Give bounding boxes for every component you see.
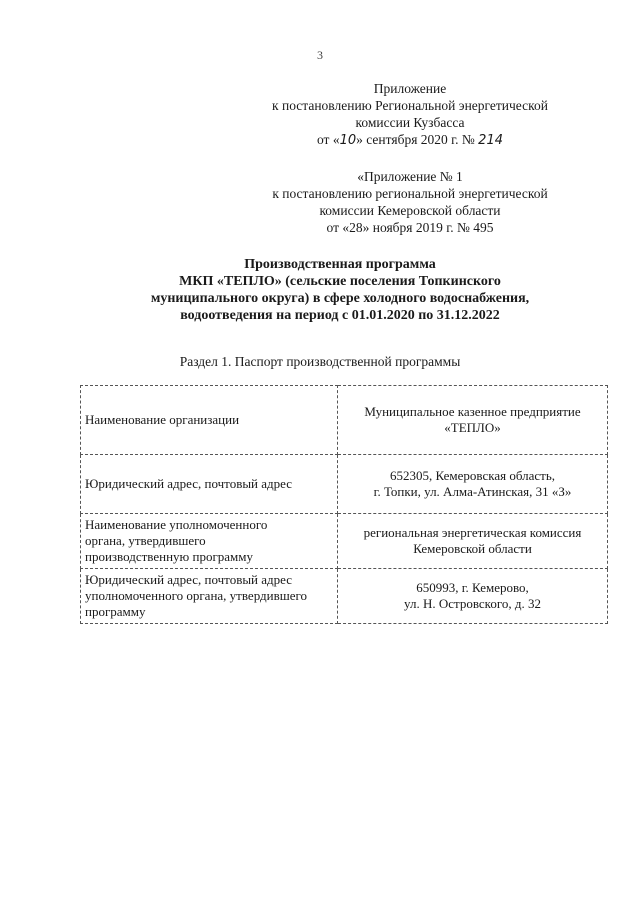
table-row (81, 386, 608, 455)
appendix-ref-line: комиссии Кемеровской области (319, 203, 501, 218)
appendix-ref-line: от «28» ноября 2019 г. № 495 (326, 220, 494, 235)
value-line: г. Топки, ул. Алма-Атинская, 31 «З» (373, 484, 572, 499)
row-value (338, 386, 608, 455)
label-line: органа, утвердившего (85, 533, 206, 548)
title-line: водоотведения на период с 01.01.2020 по 31.12.2022 (180, 308, 500, 323)
appendix-line: Приложение (373, 81, 447, 96)
title-line: МКП «ТЕПЛО» (сельские поселения Топкинского (179, 274, 501, 289)
row-value (338, 569, 608, 624)
section-caption: Раздел 1. Паспорт производственной программы (179, 354, 461, 369)
label-line: Юридический адрес, почтовый адрес (85, 572, 293, 587)
value-line: Муниципальное казенное предприятие (364, 404, 581, 419)
row-label: Юридический адрес, почтовый адрес (81, 455, 338, 514)
document-title (60, 256, 620, 324)
value-line: ул. Н. Островского, д. 32 (404, 596, 541, 611)
value-line: 650993, г. Кемерово, (416, 580, 529, 595)
appendix-line: комиссии Кузбасса (355, 115, 465, 130)
table-row (81, 455, 608, 514)
handwritten-day: 10 (339, 133, 357, 148)
handwritten-number: 214 (478, 133, 503, 148)
value-line: региональная энергетическая комиссия (363, 525, 582, 540)
appendix-ref-line: к постановлению региональной энергетической (272, 186, 548, 201)
label-line: программу (85, 604, 146, 619)
appendix-date-line (240, 131, 580, 149)
label-line: производственную программу (85, 549, 254, 564)
title-line: Производственная программа (244, 257, 436, 272)
row-label (81, 569, 338, 624)
label-line: Наименование уполномоченного (85, 517, 268, 532)
appendix-header (240, 80, 580, 149)
appendix-reference (240, 168, 580, 236)
appendix-ref-line: «Приложение № 1 (357, 169, 463, 184)
passport-table (80, 385, 608, 624)
appendix-line: к постановлению Региональной энергетической (272, 98, 548, 113)
value-line: Кемеровской области (413, 541, 532, 556)
date-middle: » сентября 2020 г. № (356, 132, 475, 147)
label-line: уполномоченного органа, утвердившего (85, 588, 308, 603)
row-value (338, 514, 608, 569)
date-prefix: от « (316, 132, 340, 147)
title-line: муниципального округа) в сфере холодного водоснабжения, (150, 291, 530, 306)
value-line: «ТЕПЛО» (444, 420, 501, 435)
row-label: Наименование организации (81, 386, 338, 455)
page-number: 3 (317, 48, 323, 62)
row-label (81, 514, 338, 569)
row-value (338, 455, 608, 514)
table-row (81, 569, 608, 624)
value-line: 652305, Кемеровская область, (389, 468, 556, 483)
table-row (81, 514, 608, 569)
